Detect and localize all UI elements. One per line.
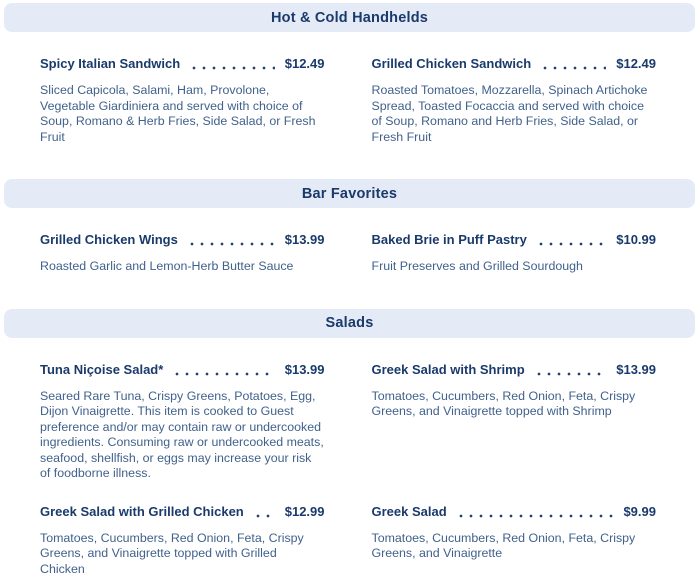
item-name: Grilled Chicken Sandwich [371,56,532,71]
menu-section-salads [0,309,700,578]
item-header [40,361,325,379]
section-title: Salads [325,315,374,331]
section-items [0,338,700,578]
item-name: Baked Brie in Puff Pastry [371,232,527,247]
item-header [40,55,325,73]
menu-item [372,231,657,275]
menu-item [40,361,325,482]
section-items [0,208,700,275]
menu-section-handhelds [0,3,700,145]
item-name: Greek Salad with Grilled Chicken [40,503,244,519]
item-price: $12.49 [616,56,656,71]
item-name: Grilled Chicken Wings [40,232,178,247]
item-description: Sliced Capicola, Salami, Ham, Provolone, Vegetable Giardiniera and served with choice of Soup, Romano & Herb Fries, Side Salad, or Fresh Fruit [40,83,316,144]
section-items [0,32,700,145]
item-name: Greek Salad [371,503,447,519]
item-price: $10.99 [616,232,656,247]
item-description: Tomatoes, Cucumbers, Red Onion, Feta, Crispy Greens, and Vinaigrette topped with Shrimp [371,388,636,418]
menu-item [40,503,325,578]
item-name: Greek Salad with Shrimp [371,361,525,377]
item-price: $12.49 [284,56,325,71]
dotted-leader [189,58,275,70]
item-header [372,361,657,379]
menu-item [372,361,657,482]
item-description: Seared Rare Tuna, Crispy Greens, Potatoes, Egg, Dijon Vinaigrette. This item is cooked to Guest preference and/or may contain raw or undercooked ingredients. Consuming raw or undercooked meats, seafood, shellfish, or eggs may increase your risk of foodborne illness. [40,388,324,480]
item-description: Fruit Preserves and Grilled Sourdough [371,259,583,273]
item-price: $12.99 [284,503,325,519]
item-header [372,503,657,521]
item-price: $13.99 [284,232,325,247]
item-header [40,231,325,249]
item-description: Roasted Garlic and Lemon-Herb Butter Sauce [40,259,294,273]
dotted-leader [172,364,274,376]
dotted-leader [253,506,275,518]
item-price: $9.99 [623,503,656,519]
dotted-leader [536,234,606,246]
menu-item [40,55,325,145]
menu-item [40,231,325,275]
item-header [40,503,325,521]
dotted-leader [456,506,614,518]
item-name: Tuna Niçoise Salad* [40,361,164,377]
section-title: Hot & Cold Handhelds [270,9,429,26]
item-description: Tomatoes, Cucumbers, Red Onion, Feta, Crispy Greens, and Vinaigrette topped with Grilled Chicken [40,530,304,576]
item-price: $13.99 [284,361,325,377]
section-header [4,3,695,32]
item-header [372,55,657,73]
item-header [372,231,657,249]
menu-section-bar-favorites [0,179,700,275]
menu-item [372,503,657,578]
section-title: Bar Favorites [301,185,398,202]
section-header [4,179,695,208]
section-header [4,309,695,338]
dotted-leader [534,364,607,376]
item-description: Roasted Tomatoes, Mozzarella, Spinach Artichoke Spread, Toasted Focaccia and served with choice of Soup, Romano and Herb Fries, Side Salad, or Fresh Fruit [371,83,648,144]
menu-item [372,55,657,145]
item-name: Spicy Italian Sandwich [40,56,181,71]
item-description: Tomatoes, Cucumbers, Red Onion, Feta, Crispy Greens, and Vinaigrette [371,530,636,560]
item-price: $13.99 [616,361,656,377]
dotted-leader [187,234,275,246]
dotted-leader [540,58,606,70]
